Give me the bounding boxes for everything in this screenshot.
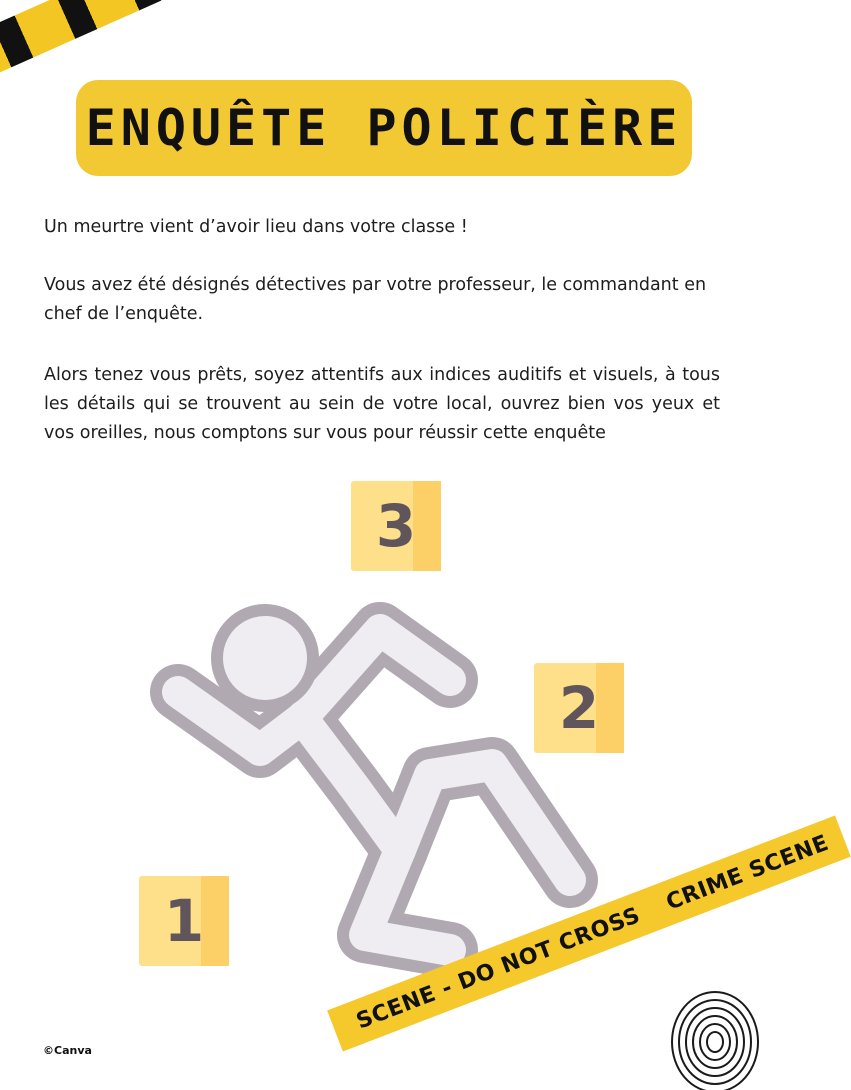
copyright-label: ©Canva — [43, 1044, 92, 1057]
intro-paragraph: Un meurtre vient d’avoir lieu dans votre classe ! — [44, 217, 468, 237]
tape-text-right: CRIME SCENE — [662, 830, 833, 916]
evidence-marker-1-number: 1 — [163, 887, 205, 955]
fingerprint-icon — [660, 980, 770, 1090]
page-title: ENQUÊTE POLICIÈRE — [85, 99, 683, 157]
evidence-marker-3-number: 3 — [375, 492, 417, 560]
evidence-marker-2-number: 2 — [558, 674, 600, 742]
evidence-marker-3 — [351, 481, 441, 571]
body-outline-icon — [150, 600, 620, 980]
instructions-paragraph: Alors tenez vous prêts, soyez attentifs aux indices auditifs et visuels, à tous les détails qui se trouvent au sein de votre local, ouvrez bien vos yeux et vos oreilles, nous comptons sur vous pour réussir cette enquête — [44, 365, 720, 443]
tape-text-left: SCENE - DO NOT CROSS — [352, 902, 644, 1035]
detective-paragraph: Vous avez été désignés détectives par votre professeur, le commandant en chef de l’enquête. — [44, 275, 707, 324]
title-banner — [76, 80, 692, 176]
